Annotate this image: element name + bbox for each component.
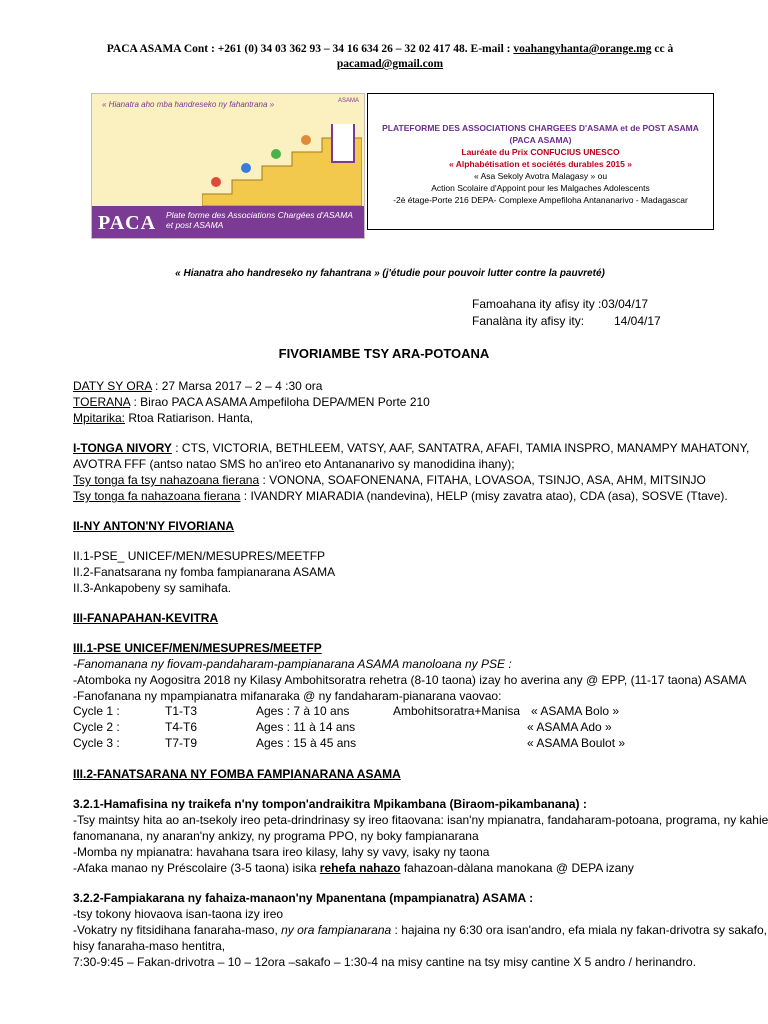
valid-label: Fanalàna ity afisy ity: [472,314,585,328]
email-link-1[interactable]: voahangyhanta@orange.mg [513,43,652,55]
para-line: -Tsy maintsy hita ao an-tsekoly ireo peta-drindrinasy sy ireo fitaovana: isan'ny mpianatra, fandaharam-potoana, programa, ny kahie [73,813,768,827]
org-name: PLATEFORME DES ASSOCIATIONS CHARGEES D'ASAMA et de POST ASAMA (PACA ASAMA) [382,123,699,145]
para-line: fanomanana, ny anaran'ny ankizy, ny programa PPO, ny boky fampianarana [73,829,479,843]
section-3-1-heading: III.1-PSE UNICEF/MEN/MESUPRES/MEETFP [73,641,322,655]
meeting-date: DATY SY ORA : 27 Marsa 2017 – 2 – 4 :30 ora [73,379,323,393]
section-3-2-heading: III.2-FANATSARANA NY FOMBA FAMPIANARANA ASAMA [73,767,401,781]
agenda-item: II.1-PSE_ UNICEF/MEN/MESUPRES/MEETFP [73,549,326,563]
valid-date: 14/04/17 [614,314,661,328]
section-3-2-1-heading: 3.2.1-Hamafisina ny traikefa n'ny tompon'andraikitra Mpikambana (Biraom-pikambanana) : [73,797,587,811]
absent-notified: Tsy tonga fa tsy nahazoana fierana : VONONA, SOAFONENANA, FITAHA, LOVASOA, TSINJO, ASA, AHM, MITSINJO [73,473,706,487]
meeting-chair: Mpitarika: Rtoa Ratiarison. Hanta, [73,411,254,425]
asama-meaning: Action Scolaire d'Appoint pour les Malgaches Adolescents [431,183,650,193]
email-link-2[interactable]: pacamad@gmail.com [336,58,444,70]
contact-line: PACA ASAMA Cont : +261 (0) 34 03 362 93 – 34 16 634 26 – 32 02 417 48. E-mail : [106,43,514,55]
cc-text: cc à [651,43,674,55]
cycle-row: Cycle 2 : T4-T6 Ages : 11 à 14 ans « ASAMA Ado » [73,720,612,734]
prize-line: Lauréate du Prix CONFUCIUS UNESCO [461,147,620,157]
cycle-row: Cycle 3 : T7-T9 Ages : 15 à 45 ans « ASAMA Boulot » [73,736,626,750]
section-3-2-2-heading: 3.2.2-Fampiakarana ny fahaiza-manaon'ny Mpanentana (mpampianatra) ASAMA : [73,891,534,905]
para-line: -Momba ny mpianatra: havahana tsara ireo kilasy, lahy sy vavy, isaky ny taona [73,845,490,859]
cycle-row: Cycle 1 : T1-T3 Ages : 7 à 10 ans Ambohitsoratra+Manisa « ASAMA Bolo » [73,704,620,718]
page-title: FIVORIAMBE TSY ARA-POTOANA [278,346,490,361]
attendees-present-cont: AVOTRA FFF (antso natao SMS ho an'ireo eto Antananarivo sy manodidina ihany); [73,457,515,471]
notice-dates [472,296,661,330]
org-info-box [367,93,714,230]
motto-quote: « Hianatra aho handreseko ny fahantrana » (j'étudie pour pouvoir lutter contre la pauvreté) [175,268,605,279]
para-line: 7:30-9:45 – Fakan-drivotra – 10 – 12ora –sakafo – 1:30-4 na misy cantine na tsy misy cantine X 5 andro / herinandro. [73,955,697,969]
section-3-heading: III-FANAPAHAN-KEVITRA [73,611,219,625]
agenda-item: II.3-Ankapobeny sy samihafa. [73,581,232,595]
section-2-heading: II-NY ANTON'NY FIVORIANA [73,519,235,533]
pse-intro: -Fanomanana ny fiovam-pandaharam-pampianarana ASAMA manoloana ny PSE : [73,657,512,671]
attendees-present: I-TONGA NIVORY : CTS, VICTORIA, BETHLEEM, VATSY, AAF, SANTATRA, AFAFI, TAMIA INSPRO, MANAMPY MAHATONY, [73,441,750,455]
paca-banner-image [91,93,365,239]
banner-plate-text: Plate forme des Associations Chargées d'ASAMA et post ASAMA [166,210,353,230]
para-line: hisy fanaraha-maso hentitra, [73,939,226,953]
asama-acronym: « Asa Sekoly Avotra Malagasy » ou [473,171,608,181]
pse-line-2: -Atomboka ny Aogositra 2018 ny Kilasy Ambohitsoratra rehetra (8-10 taona) izay ho averina any @ EPP, (11-17 taona) ASAMA [73,673,747,687]
meeting-place: TOERANA : Birao PACA ASAMA Ampefiloha DEPA/MEN Porte 210 [73,395,430,409]
sent-label: Famoahana ity afisy ity : [472,297,602,311]
contact-header [40,42,740,72]
para-line: -Afaka manao ny Préscolaire (3-5 taona) isika rehefa nahazo fahazoan-dàlana manokana @ DEPA izany [73,861,634,875]
prize-title: « Alphabétisation et sociétés durables 2015 » [449,159,632,169]
agenda-item: II.2-Fanatsarana ny fomba fampianarana ASAMA [73,565,336,579]
sent-date: 03/04/17 [601,297,649,311]
stairs-illustration [202,124,362,206]
para-line: -tsy tokony hiovaova isan-taona izy ireo [73,907,284,921]
absent-excused: Tsy tonga fa nahazoana fierana : IVANDRY MIARADIA (nandevina), HELP (misy zavatra atao), CDA (asa), SOSVE (Ttave). [73,489,728,503]
banner-paca-logo: PACA [98,212,157,234]
pse-line-3: -Fanofanana ny mpampianatra mifanaraka @ ny fandaharam-pianarana vaovao: [73,689,502,703]
banner-motto: « Hianatra aho mba handreseko ny fahantrana » [102,100,275,109]
org-address: -2è étage-Porte 216 DEPA- Complexe Ampefiloha Antananarivo - Madagascar [393,195,688,205]
banner-tag: ASAMA [338,98,360,104]
para-line: -Vokatry ny fitsidihana fanaraha-maso, ny ora fampianarana : hajaina ny 6:30 ora isan'andro, efa miala ny fakan-drivotra sy sakafo, [73,923,768,937]
